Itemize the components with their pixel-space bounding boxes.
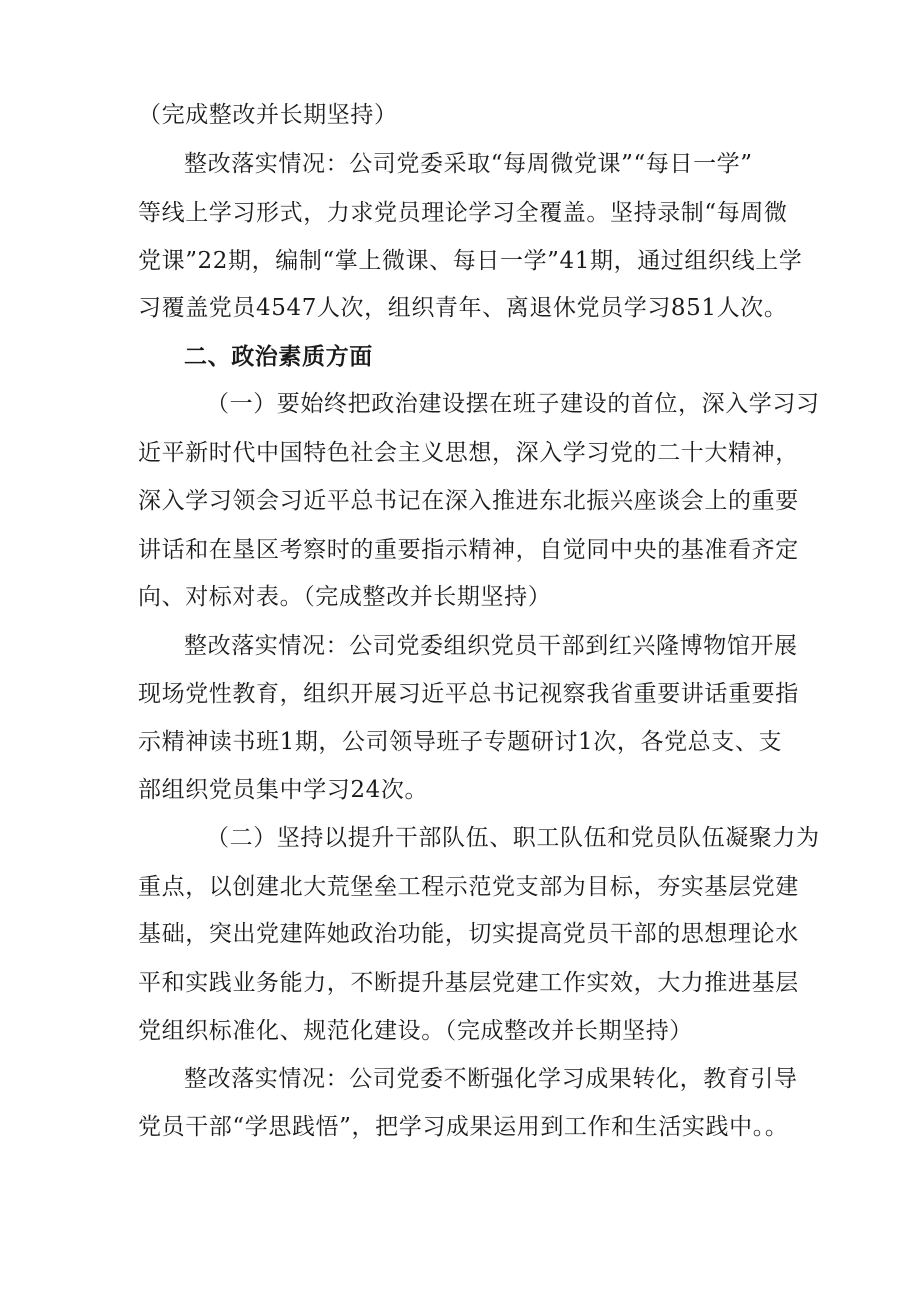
text-line-12: 整改落实情况：公司党委组织党员干部到红兴隆博物馆开展	[184, 633, 798, 659]
text-line-18: 基础，突出党建阵她政治功能，切实提高党员干部的思想理论水	[138, 921, 799, 947]
text-line-20: 党组织标准化、规范化建设。（完成整改并长期坚持）	[138, 1018, 693, 1044]
text-line-1: （完成整改并长期坚持）	[138, 102, 398, 128]
text-line-22: 党员干部“学思践悟”，把学习成果运用到工作和生活实践中。。	[138, 1114, 789, 1140]
text-line-8: 近平新时代中国特色社会主义思想，深入学习党的二十大精神，	[138, 440, 799, 466]
text-line-16: （二）坚持以提升干部队伍、职工队伍和党员队伍凝聚力为	[206, 825, 820, 851]
text-line-21: 整改落实情况：公司党委不断强化学习成果转化，教育引导	[184, 1066, 798, 1092]
text-line-17: 重点，以创建北大荒堡垒工程示范党支部为目标，夯实基层党建	[138, 874, 799, 900]
text-line-4: 党课”22期，编制“掌上微课、每日一学”41期，通过组织线上学	[138, 248, 803, 274]
section-heading: 二、政治素质方面	[184, 343, 373, 370]
text-line-11: 向、对标对表。（完成整改并长期坚持）	[138, 584, 552, 610]
text-line-3: 等线上学习形式，力求党员理论学习全覆盖。坚持录制“每周微	[138, 200, 788, 226]
text-line-19: 平和实践业务能力，不断提升基层党建工作实效，大力推进基层	[138, 970, 799, 996]
text-line-14: 示精神读书班1期，公司领导班子专题研讨1次，各党总支、支	[138, 729, 783, 755]
text-line-5: 习覆盖党员4547人次，组织青年、离退休党员学习851人次。	[138, 295, 788, 321]
text-line-13: 现场党性教育，组织开展习近平总书记视察我省重要讲话重要指	[138, 681, 799, 707]
text-line-10: 讲话和在垦区考察时的重要指示精神，自觉同中央的基准看齐定	[138, 537, 799, 563]
text-line-9: 深入学习领会习近平总书记在深入推进东北振兴座谈会上的重要	[138, 488, 799, 514]
text-line-2: 整改落实情况：公司党委采取“每周微党课”“每日一学”	[184, 151, 753, 177]
text-line-15: 部组织党员集中学习24次。	[138, 777, 429, 803]
text-line-7: （一）要始终把政治建设摆在班子建设的首位，深入学习习	[206, 391, 820, 417]
